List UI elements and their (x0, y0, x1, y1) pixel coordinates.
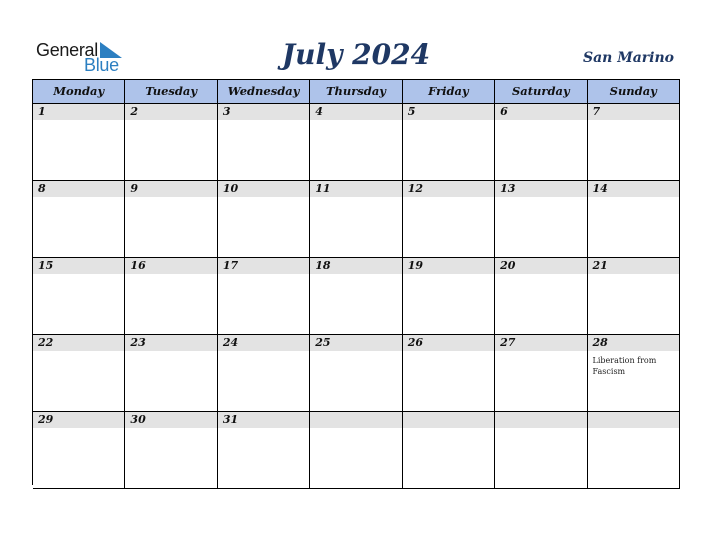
day-number: 11 (315, 182, 331, 195)
day-number-band (310, 104, 401, 120)
day-cell[interactable] (495, 181, 587, 258)
day-cell[interactable] (588, 104, 680, 181)
weekday-header: Monday (33, 80, 125, 104)
day-cell[interactable] (218, 412, 310, 489)
day-number: 19 (407, 259, 423, 272)
day-cell[interactable] (125, 412, 217, 489)
day-cell[interactable] (310, 412, 402, 489)
day-number-band (310, 412, 401, 428)
day-number-band (403, 335, 494, 351)
day-number-band (125, 335, 216, 351)
day-cell[interactable] (495, 412, 587, 489)
weekday-header: Wednesday (218, 80, 310, 104)
day-cell[interactable] (33, 412, 125, 489)
day-cell[interactable] (495, 335, 587, 412)
day-cell[interactable] (588, 258, 680, 335)
day-number-band (218, 104, 309, 120)
day-cell[interactable] (125, 258, 217, 335)
day-number: 1 (38, 105, 46, 118)
day-cell[interactable] (588, 335, 680, 412)
day-number-band (218, 181, 309, 197)
day-number-band (310, 335, 401, 351)
day-number: 28 (592, 336, 608, 349)
day-number: 27 (500, 336, 516, 349)
day-cell[interactable] (403, 258, 495, 335)
day-cell[interactable] (588, 412, 680, 489)
day-number-band (588, 412, 679, 428)
day-number-band (125, 258, 216, 274)
day-number: 22 (38, 336, 54, 349)
day-number: 2 (130, 105, 139, 118)
day-number-band (125, 181, 216, 197)
day-number-band (33, 412, 124, 428)
day-number-band (125, 412, 216, 428)
day-number: 7 (592, 105, 601, 118)
day-number: 13 (500, 182, 516, 195)
day-cell[interactable] (125, 335, 217, 412)
day-number-band (495, 104, 586, 120)
week-row (33, 181, 680, 258)
day-number: 6 (500, 105, 508, 118)
day-cell[interactable] (588, 181, 680, 258)
day-number: 23 (130, 336, 146, 349)
weekday-header: Tuesday (125, 80, 217, 104)
day-cell[interactable] (125, 181, 217, 258)
day-cell[interactable] (33, 104, 125, 181)
day-number: 16 (130, 259, 146, 272)
day-number-band (310, 181, 401, 197)
calendar-title: July 2024 (281, 38, 431, 71)
day-number-band (33, 104, 124, 120)
day-cell[interactable] (33, 258, 125, 335)
day-cell[interactable] (403, 335, 495, 412)
day-cell[interactable] (218, 104, 310, 181)
day-number-band (495, 335, 586, 351)
country-name: San Marino (582, 50, 674, 66)
day-number-band (403, 181, 494, 197)
day-number-band (588, 104, 679, 120)
day-number: 14 (592, 182, 608, 195)
day-cell[interactable] (218, 335, 310, 412)
day-cell[interactable] (310, 335, 402, 412)
day-number: 20 (500, 259, 516, 272)
day-cell[interactable] (218, 181, 310, 258)
day-number: 9 (130, 182, 139, 195)
day-number-band (33, 258, 124, 274)
weekday-header: Saturday (495, 80, 587, 104)
holiday-label: Liberation from Fascism (592, 356, 657, 376)
day-number: 12 (407, 182, 423, 195)
weeks-container (33, 104, 680, 489)
day-number: 4 (315, 105, 323, 118)
day-number: 21 (592, 259, 608, 272)
day-number: 5 (407, 105, 416, 118)
day-number-band (218, 258, 309, 274)
weekday-header: Sunday (588, 80, 680, 104)
week-row (33, 104, 680, 181)
day-number: 17 (222, 259, 239, 272)
day-cell[interactable] (495, 258, 587, 335)
day-number-band (495, 258, 586, 274)
logo-word-general: General (36, 40, 98, 60)
calendar-grid (32, 79, 680, 485)
day-number-band (218, 412, 309, 428)
day-number: 26 (407, 336, 423, 349)
week-row (33, 258, 680, 335)
day-number-band (588, 258, 679, 274)
week-row (33, 335, 680, 412)
day-number-band (403, 412, 494, 428)
weekday-header-row (33, 80, 680, 104)
day-number-band (495, 412, 586, 428)
day-number-band (403, 258, 494, 274)
day-number: 8 (38, 182, 46, 195)
day-number: 25 (315, 336, 331, 349)
day-cell[interactable] (310, 258, 402, 335)
day-number: 24 (222, 336, 239, 349)
day-cell[interactable] (403, 181, 495, 258)
day-cell[interactable] (218, 258, 310, 335)
day-number: 31 (222, 413, 239, 426)
day-number-band (403, 104, 494, 120)
day-number-band (218, 335, 309, 351)
day-number: 18 (315, 259, 331, 272)
day-cell[interactable] (403, 412, 495, 489)
week-row (33, 412, 680, 489)
day-number-band (310, 258, 401, 274)
day-number-band (33, 181, 124, 197)
day-number: 10 (222, 182, 239, 195)
day-number: 15 (38, 259, 54, 272)
day-number: 3 (222, 105, 231, 118)
logo-word-blue: Blue (84, 55, 119, 75)
day-number-band (588, 181, 679, 197)
day-number: 29 (38, 413, 54, 426)
day-cell[interactable] (310, 104, 402, 181)
day-cell[interactable] (310, 181, 402, 258)
day-cell[interactable] (33, 181, 125, 258)
weekday-header: Thursday (310, 80, 402, 104)
day-cell[interactable] (125, 104, 217, 181)
day-number-band (588, 335, 679, 351)
day-number-band (495, 181, 586, 197)
day-cell[interactable] (495, 104, 587, 181)
day-cell[interactable] (33, 335, 125, 412)
day-number: 30 (130, 413, 146, 426)
weekday-header: Friday (403, 80, 495, 104)
day-cell[interactable] (403, 104, 495, 181)
day-number-band (125, 104, 216, 120)
day-number-band (33, 335, 124, 351)
